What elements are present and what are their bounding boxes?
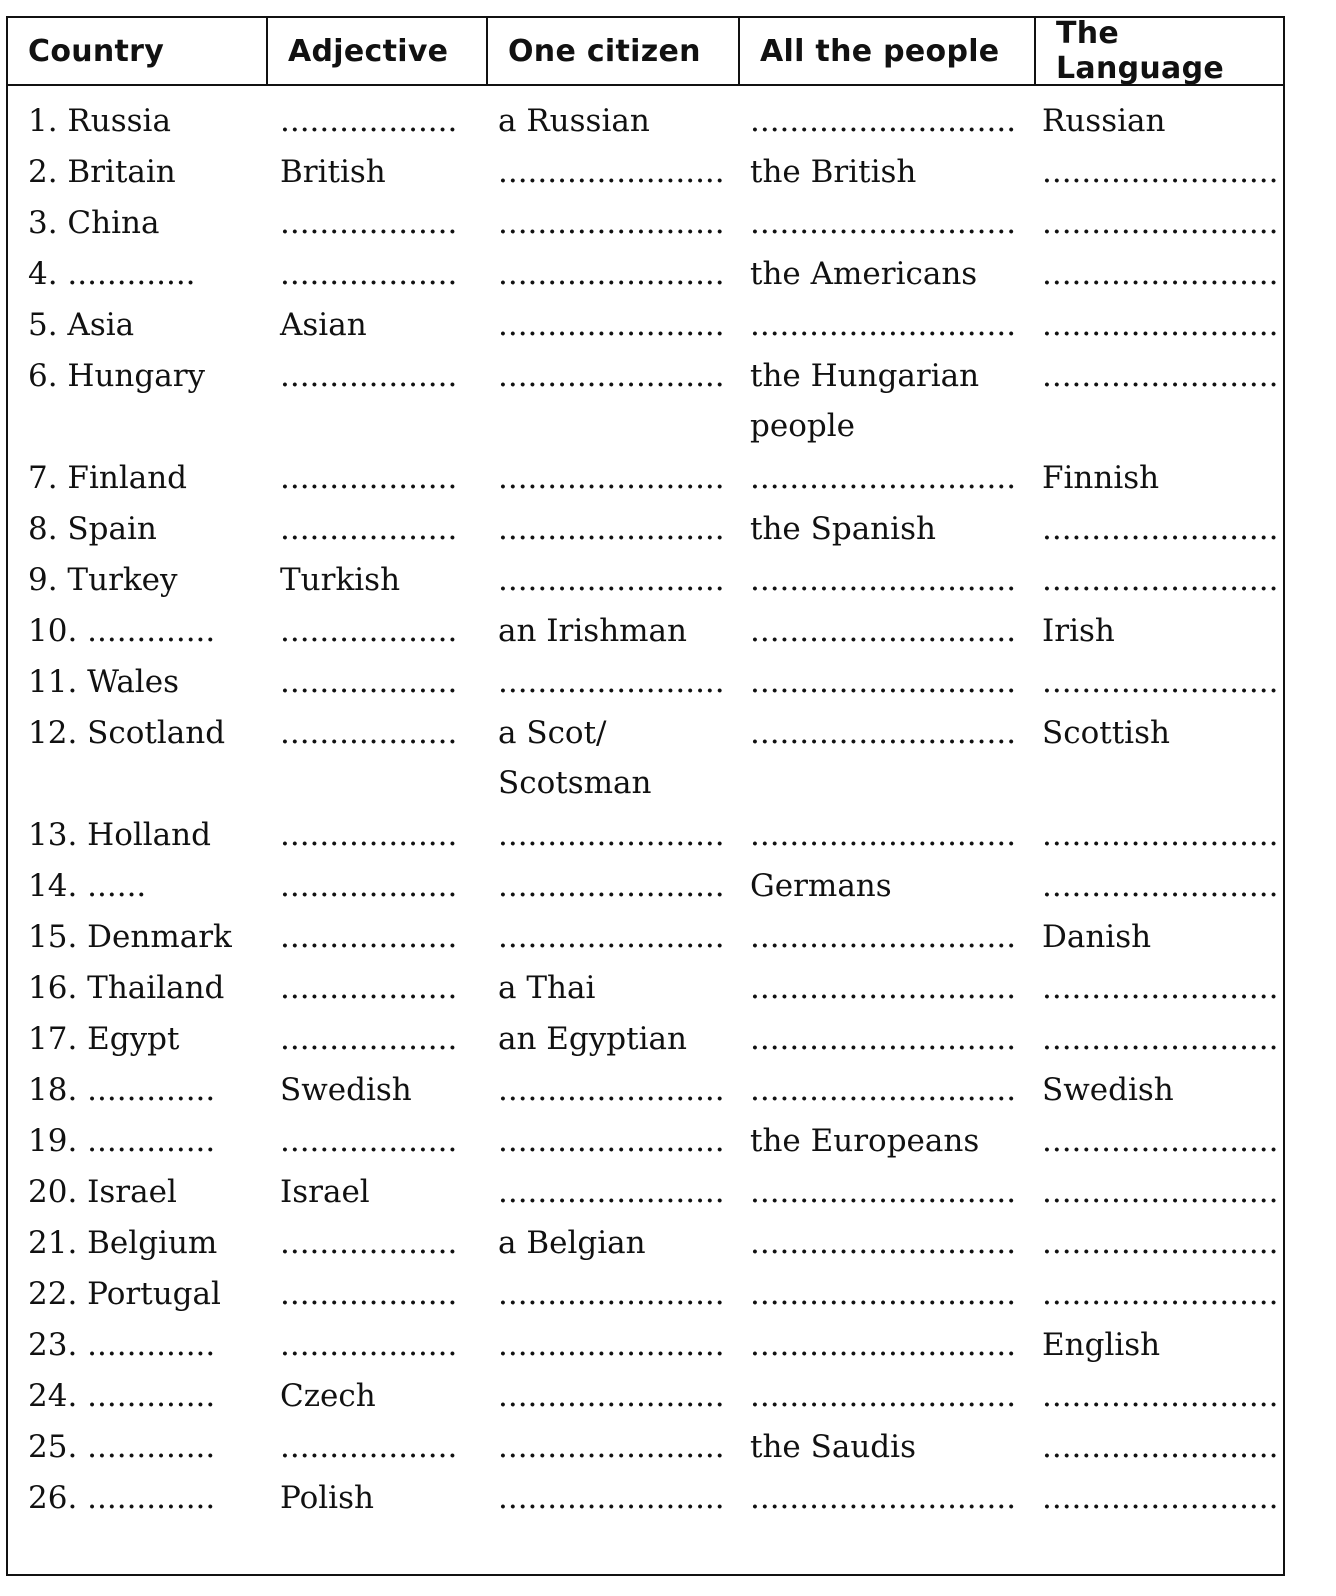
all-the-people-cell: the Americans [750,256,978,292]
country-cell: 4. ............. [28,256,196,292]
country-cell: 17. Egypt [28,1021,180,1057]
all-the-people-cell: ........................... [750,1276,1017,1312]
language-cell: ........................ [1042,1021,1279,1057]
country-cell: 16. Thailand [28,970,225,1006]
country-cell: 11. Wales [28,664,179,700]
adjective-cell: .................. [280,613,458,649]
all-the-people-cell: ........................... [750,1327,1017,1363]
adjective-cell: .................. [280,868,458,904]
country-cell: 20. Israel [28,1174,177,1210]
one-citizen-cell: ....................... [498,1429,725,1465]
language-cell: ........................ [1042,358,1279,394]
one-citizen-cell: ....................... [498,1378,725,1414]
adjective-cell: .................. [280,664,458,700]
all-the-people-cell: ........................... [750,613,1017,649]
one-citizen-cell: ....................... [498,664,725,700]
country-cell: 25. ............. [28,1429,216,1465]
language-cell: ........................ [1042,205,1279,241]
adjective-cell: .................. [280,817,458,853]
all-the-people-cell: ........................... [750,1225,1017,1261]
adjective-cell: .................. [280,460,458,496]
one-citizen-cell: a Thai [498,970,596,1006]
adjective-cell: Swedish [280,1072,412,1108]
country-cell: 10. ............. [28,613,216,649]
all-the-people-cell: ........................... [750,919,1017,955]
language-cell: English [1042,1327,1161,1363]
adjective-cell: Czech [280,1378,376,1414]
country-cell: 15. Denmark [28,919,232,955]
table-header [8,18,1283,86]
country-cell: 21. Belgium [28,1225,218,1261]
one-citizen-cell: ....................... [498,817,725,853]
language-cell: Finnish [1042,460,1160,496]
country-cell: 12. Scotland [28,715,226,751]
all-the-people-cell: the Hungarian people [750,358,980,444]
language-cell: Russian [1042,103,1166,139]
country-cell: 19. ............. [28,1123,216,1159]
adjective-cell: .................. [280,1123,458,1159]
language-cell: ........................ [1042,1225,1279,1261]
adjective-cell: .................. [280,1429,458,1465]
adjective-cell: .................. [280,1021,458,1057]
language-cell: Scottish [1042,715,1170,751]
all-the-people-cell: the Europeans [750,1123,980,1159]
one-citizen-cell: ....................... [498,1327,725,1363]
all-the-people-cell: the British [750,154,917,190]
one-citizen-cell: ....................... [498,562,725,598]
adjective-cell: .................. [280,205,458,241]
country-cell: 6. Hungary [28,358,206,394]
country-cell: 24. ............. [28,1378,216,1414]
one-citizen-cell: ....................... [498,1123,725,1159]
one-citizen-cell: an Irishman [498,613,687,649]
language-cell: ........................ [1042,1429,1279,1465]
all-the-people-cell: ........................... [750,307,1017,343]
adjective-cell: .................. [280,256,458,292]
adjective-cell: .................. [280,919,458,955]
country-cell: 8. Spain [28,511,157,547]
country-cell: 14. ...... [28,868,147,904]
one-citizen-cell: a Russian [498,103,650,139]
one-citizen-cell: a Belgian [498,1225,646,1261]
all-the-people-cell: ........................... [750,1072,1017,1108]
adjective-cell: .................. [280,1225,458,1261]
header-country: Country [28,33,165,69]
adjective-cell: Asian [280,307,367,343]
adjective-cell: .................. [280,715,458,751]
all-the-people-cell: the Saudis [750,1429,916,1465]
all-the-people-cell: ........................... [750,715,1017,751]
all-the-people-cell: ........................... [750,205,1017,241]
adjective-cell: .................. [280,103,458,139]
adjective-cell: .................. [280,358,458,394]
one-citizen-cell: ....................... [498,1072,725,1108]
language-cell: ........................ [1042,1480,1279,1516]
one-citizen-cell: ....................... [498,919,725,955]
one-citizen-cell: ....................... [498,205,725,241]
all-the-people-cell: ........................... [750,970,1017,1006]
header-the-language: The Language [1056,16,1225,86]
language-cell: ........................ [1042,1276,1279,1312]
all-the-people-cell: ........................... [750,664,1017,700]
adjective-cell: Polish [280,1480,374,1516]
header-one-citizen: One citizen [508,33,701,69]
all-the-people-cell: ........................... [750,817,1017,853]
one-citizen-cell: an Egyptian [498,1021,687,1057]
one-citizen-cell: ....................... [498,460,725,496]
all-the-people-cell: ........................... [750,1378,1017,1414]
language-cell: ........................ [1042,307,1279,343]
all-the-people-cell: Germans [750,868,892,904]
country-cell: 7. Finland [28,460,188,496]
one-citizen-cell: ....................... [498,868,725,904]
language-cell: ........................ [1042,154,1279,190]
adjective-cell: Turkish [280,562,401,598]
country-cell: 1. Russia [28,103,171,139]
language-cell: ........................ [1042,1123,1279,1159]
one-citizen-cell: ....................... [498,1174,725,1210]
country-cell: 26. ............. [28,1480,216,1516]
one-citizen-cell: ....................... [498,511,725,547]
all-the-people-cell: ........................... [750,460,1017,496]
country-cell: 22. Portugal [28,1276,221,1312]
country-cell: 5. Asia [28,307,135,343]
adjective-cell: .................. [280,1327,458,1363]
language-cell: ........................ [1042,511,1279,547]
country-cell: 9. Turkey [28,562,178,598]
header-adjective: Adjective [288,33,449,69]
one-citizen-cell: ....................... [498,1276,725,1312]
one-citizen-cell: ....................... [498,256,725,292]
country-cell: 2. Britain [28,154,176,190]
language-cell: Irish [1042,613,1115,649]
all-the-people-cell: ........................... [750,1480,1017,1516]
one-citizen-cell: ....................... [498,307,725,343]
header-all-the-people: All the people [760,33,1000,69]
country-cell: 13. Holland [28,817,211,853]
language-cell: ........................ [1042,1378,1279,1414]
one-citizen-cell: ....................... [498,1480,725,1516]
adjective-cell: .................. [280,511,458,547]
nationalities-table [6,16,1285,1576]
all-the-people-cell: ........................... [750,103,1017,139]
language-cell: ........................ [1042,868,1279,904]
adjective-cell: Israel [280,1174,370,1210]
all-the-people-cell: ........................... [750,562,1017,598]
language-cell: ........................ [1042,817,1279,853]
adjective-cell: British [280,154,386,190]
all-the-people-cell: ........................... [750,1174,1017,1210]
country-cell: 3. China [28,205,160,241]
one-citizen-cell: ....................... [498,154,725,190]
country-cell: 23. ............. [28,1327,216,1363]
language-cell: ........................ [1042,562,1279,598]
language-cell: ........................ [1042,970,1279,1006]
language-cell: ........................ [1042,664,1279,700]
all-the-people-cell: the Spanish [750,511,936,547]
language-cell: ........................ [1042,1174,1279,1210]
language-cell: Swedish [1042,1072,1174,1108]
adjective-cell: .................. [280,970,458,1006]
language-cell: ........................ [1042,256,1279,292]
adjective-cell: .................. [280,1276,458,1312]
one-citizen-cell: ....................... [498,358,725,394]
all-the-people-cell: ........................... [750,1021,1017,1057]
one-citizen-cell: a Scot/ Scotsman [498,715,652,801]
language-cell: Danish [1042,919,1152,955]
country-cell: 18. ............. [28,1072,216,1108]
